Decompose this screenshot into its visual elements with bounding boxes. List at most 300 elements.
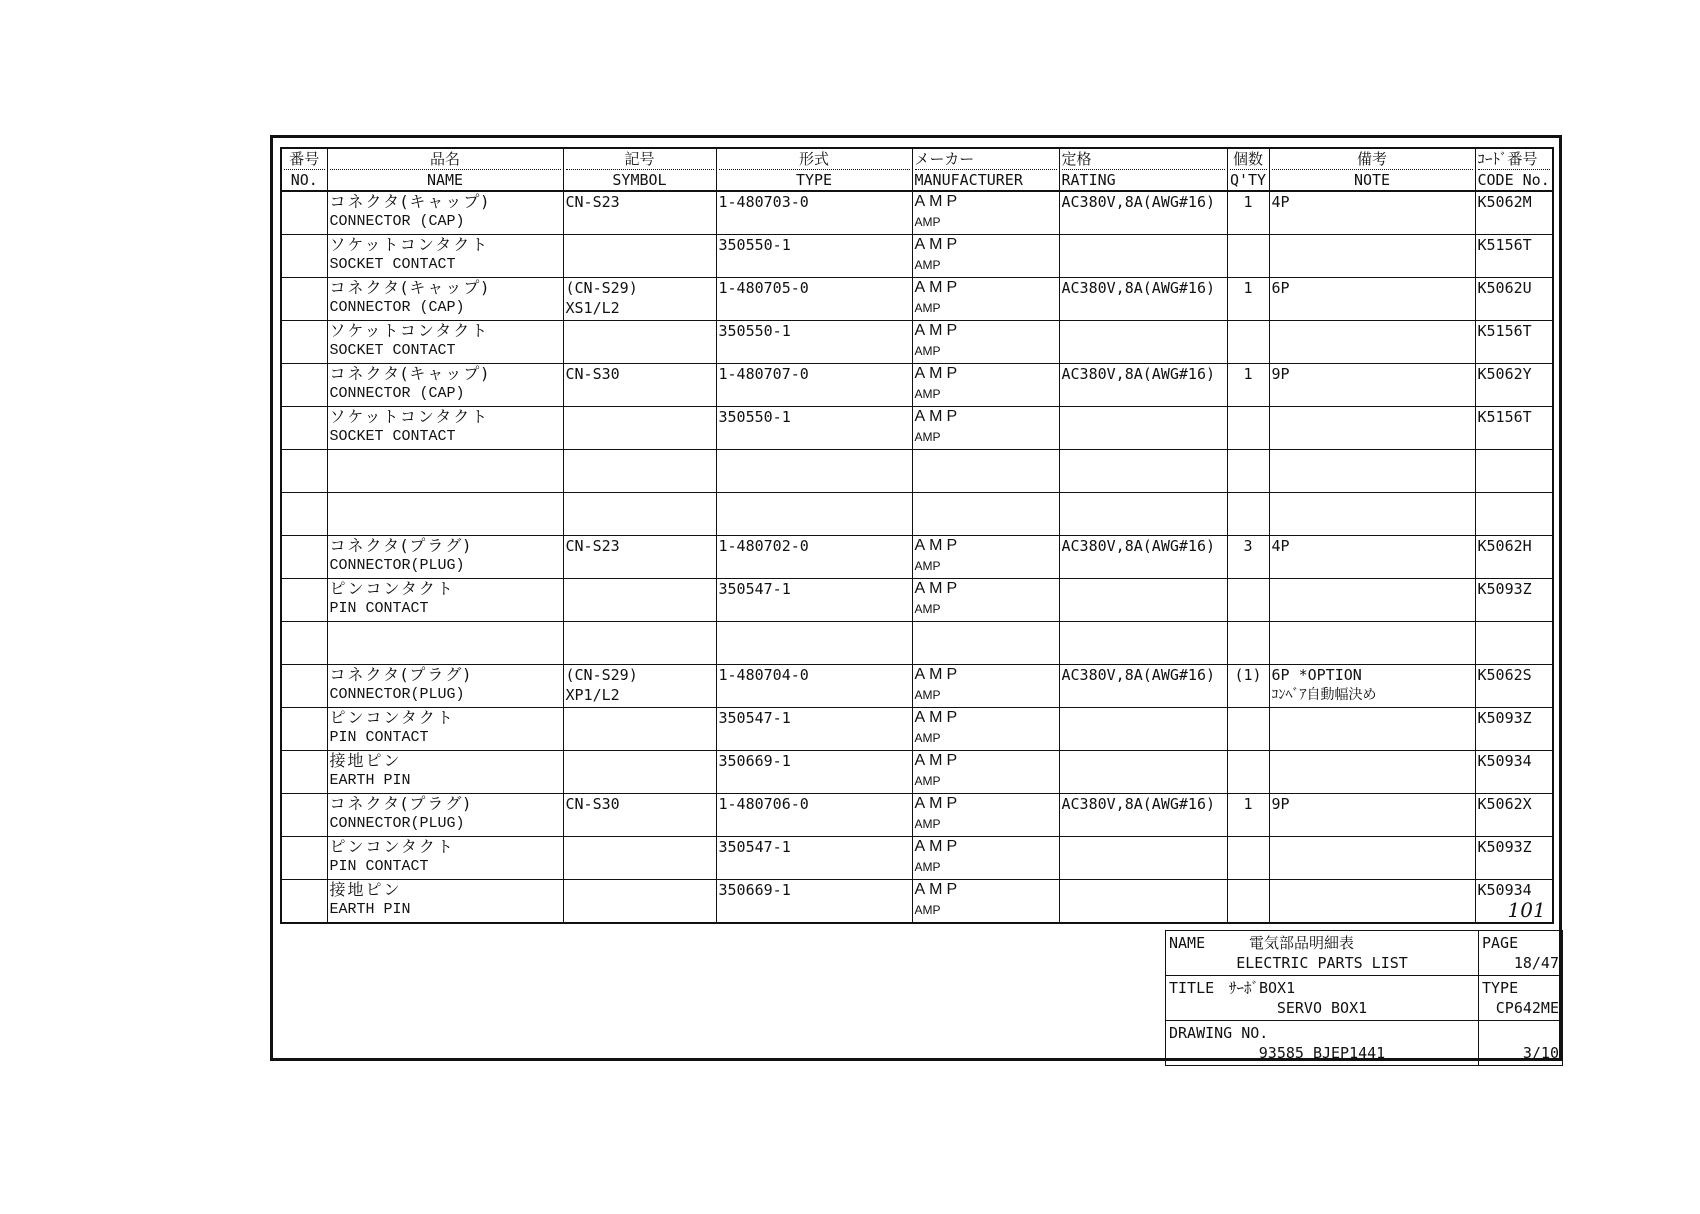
cell-note — [1269, 492, 1475, 535]
tb-page-cell — [1479, 931, 1563, 976]
cell-symbol — [563, 492, 716, 535]
part-type: 1-480705-0 — [718, 278, 809, 297]
cell-no — [281, 750, 327, 793]
symbol: CN-S30 — [565, 364, 620, 383]
symbol: CN-S23 — [565, 193, 620, 211]
cell-manufacturer — [912, 836, 1059, 879]
code-number: K5093Z — [1477, 579, 1532, 598]
part-type: 350669-1 — [718, 880, 791, 899]
part-name-en: EARTH PIN — [329, 900, 411, 918]
part-name-jp: コネクタ(キャップ) — [329, 192, 490, 211]
cell-type — [716, 449, 912, 492]
quantity: 1 — [1243, 278, 1253, 297]
table-row — [281, 363, 1553, 406]
symbol: (CN-S29) — [565, 665, 638, 684]
cell-note — [1269, 664, 1475, 707]
cell-qty — [1227, 234, 1269, 277]
cell-manufacturer — [912, 750, 1059, 793]
cell-type — [716, 578, 912, 621]
table-row — [281, 750, 1553, 793]
manufacturer-sub: AMP — [914, 558, 941, 573]
cell-rating — [1059, 750, 1227, 793]
cell-code — [1475, 664, 1553, 707]
part-name-en: CONNECTOR(PLUG) — [329, 814, 465, 832]
table-row — [281, 664, 1553, 707]
part-type: 1-480707-0 — [718, 364, 809, 383]
cell-rating — [1059, 277, 1227, 320]
tb-name-label: NAME — [1169, 934, 1206, 952]
cell-symbol — [563, 750, 716, 793]
tb-drawing-label: DRAWING NO. — [1169, 1024, 1269, 1042]
manufacturer: AMP — [914, 407, 962, 425]
part-type: 350547-1 — [718, 708, 791, 727]
cell-note — [1269, 191, 1475, 234]
code-number: K5156T — [1477, 235, 1532, 254]
cell-note — [1269, 449, 1475, 492]
cell-note — [1269, 879, 1475, 923]
cell-type — [716, 836, 912, 879]
table-row — [281, 535, 1553, 578]
manufacturer: AMP — [914, 665, 962, 683]
cell-qty — [1227, 664, 1269, 707]
table-row — [281, 277, 1553, 320]
cell-manufacturer — [912, 535, 1059, 578]
header-symbol: 記号 SYMBOL — [563, 148, 716, 191]
cell-qty — [1227, 492, 1269, 535]
cell-qty — [1227, 363, 1269, 406]
cell-name — [327, 277, 563, 320]
cell-qty — [1227, 578, 1269, 621]
manufacturer: AMP — [914, 235, 962, 253]
part-name-en: CONNECTOR (CAP) — [329, 384, 465, 402]
cell-symbol — [563, 191, 716, 234]
cell-no — [281, 578, 327, 621]
cell-no — [281, 621, 327, 664]
manufacturer-sub: AMP — [914, 343, 941, 358]
cell-note — [1269, 363, 1475, 406]
note: 6P *OPTION — [1271, 665, 1362, 684]
cell-symbol — [563, 449, 716, 492]
manufacturer: AMP — [914, 193, 962, 210]
part-name-en: CONNECTOR(PLUG) — [329, 685, 465, 703]
part-name-en: CONNECTOR (CAP) — [329, 298, 465, 316]
cell-code — [1475, 492, 1553, 535]
cell-type — [716, 320, 912, 363]
manufacturer: AMP — [914, 708, 962, 726]
cell-manufacturer — [912, 277, 1059, 320]
symbol: CN-S30 — [565, 794, 620, 813]
symbol: (CN-S29) — [565, 278, 638, 297]
part-type: 350547-1 — [718, 579, 791, 598]
cell-type — [716, 535, 912, 578]
cell-name — [327, 879, 563, 923]
cell-no — [281, 664, 327, 707]
rating: AC380V,8A(AWG#16) — [1061, 794, 1216, 813]
cell-qty — [1227, 879, 1269, 923]
cell-name — [327, 320, 563, 363]
cell-note — [1269, 578, 1475, 621]
cell-code — [1475, 320, 1553, 363]
cell-qty — [1227, 750, 1269, 793]
part-name-en: SOCKET CONTACT — [329, 427, 456, 445]
table-row — [281, 234, 1553, 277]
note: 4P — [1271, 536, 1290, 555]
part-name-jp: ソケットコンタクト — [329, 234, 490, 254]
cell-rating — [1059, 578, 1227, 621]
rating: AC380V,8A(AWG#16) — [1061, 364, 1216, 383]
table-row — [281, 578, 1553, 621]
tb-name-cell — [1166, 931, 1479, 976]
header-name: 品名 NAME — [327, 148, 563, 191]
part-name-jp: 接地ピン — [329, 879, 402, 899]
cell-note — [1269, 406, 1475, 449]
header-note: 備考 NOTE — [1269, 148, 1475, 191]
handwritten-mark: 101 — [1507, 897, 1546, 922]
manufacturer-sub: AMP — [914, 386, 941, 401]
cell-symbol — [563, 707, 716, 750]
cell-manufacturer — [912, 234, 1059, 277]
manufacturer: AMP — [914, 579, 962, 597]
quantity: 1 — [1243, 364, 1253, 383]
cell-no — [281, 449, 327, 492]
cell-code — [1475, 535, 1553, 578]
tb-type-cell — [1479, 976, 1563, 1021]
cell-qty — [1227, 191, 1269, 234]
manufacturer-sub: AMP — [914, 300, 941, 315]
cell-note — [1269, 836, 1475, 879]
cell-manufacturer — [912, 879, 1059, 923]
cell-manufacturer — [912, 621, 1059, 664]
cell-qty — [1227, 449, 1269, 492]
part-type: 350550-1 — [718, 321, 791, 340]
cell-name — [327, 750, 563, 793]
cell-code — [1475, 707, 1553, 750]
code-number: K5062X — [1477, 794, 1532, 813]
cell-code — [1475, 234, 1553, 277]
quantity: 3 — [1243, 536, 1253, 555]
cell-type — [716, 277, 912, 320]
cell-type — [716, 492, 912, 535]
tb-title-en: SERVO BOX1 — [1276, 999, 1368, 1017]
cell-type — [716, 406, 912, 449]
table-row — [281, 621, 1553, 664]
cell-rating — [1059, 191, 1227, 234]
cell-code — [1475, 621, 1553, 664]
tb-sheet-value: 3/10 — [1522, 1044, 1559, 1062]
cell-rating — [1059, 449, 1227, 492]
cell-symbol — [563, 879, 716, 923]
code-number: K5156T — [1477, 407, 1532, 426]
manufacturer: AMP — [914, 837, 962, 855]
manufacturer-sub: AMP — [914, 902, 941, 917]
cell-rating — [1059, 836, 1227, 879]
cell-no — [281, 492, 327, 535]
cell-manufacturer — [912, 406, 1059, 449]
cell-code — [1475, 578, 1553, 621]
tb-type-label: TYPE — [1482, 979, 1519, 997]
cell-no — [281, 879, 327, 923]
cell-symbol — [563, 363, 716, 406]
cell-type — [716, 707, 912, 750]
code-number: K50934 — [1477, 880, 1532, 899]
note-sub: ｺﾝﾍﾞｱ自動幅決め — [1271, 686, 1377, 703]
part-name-en: PIN CONTACT — [329, 857, 429, 875]
cell-no — [281, 707, 327, 750]
tb-title-jp: ｻｰﾎﾞBOX1 — [1229, 979, 1296, 997]
cell-manufacturer — [912, 449, 1059, 492]
cell-symbol — [563, 277, 716, 320]
part-type: 1-480703-0 — [718, 193, 809, 211]
manufacturer-sub: AMP — [914, 816, 941, 831]
note: 9P — [1271, 794, 1290, 813]
table-row — [281, 320, 1553, 363]
part-name-jp: コネクタ(キャップ) — [329, 277, 490, 297]
cell-rating — [1059, 707, 1227, 750]
cell-rating — [1059, 793, 1227, 836]
cell-no — [281, 277, 327, 320]
cell-name — [327, 363, 563, 406]
parts-table — [280, 147, 1554, 924]
cell-manufacturer — [912, 578, 1059, 621]
cell-no — [281, 191, 327, 234]
cell-name — [327, 535, 563, 578]
cell-note — [1269, 234, 1475, 277]
tb-name-en: ELECTRIC PARTS LIST — [1236, 954, 1408, 972]
cell-rating — [1059, 363, 1227, 406]
title-block — [1165, 930, 1563, 1066]
part-type: 350669-1 — [718, 751, 791, 770]
cell-manufacturer — [912, 191, 1059, 234]
rating: AC380V,8A(AWG#16) — [1061, 665, 1216, 684]
cell-symbol — [563, 535, 716, 578]
cell-qty — [1227, 793, 1269, 836]
manufacturer-sub: AMP — [914, 859, 941, 874]
cell-symbol — [563, 836, 716, 879]
part-type: 350550-1 — [718, 407, 791, 426]
cell-no — [281, 234, 327, 277]
cell-qty — [1227, 535, 1269, 578]
cell-rating — [1059, 664, 1227, 707]
part-type: 1-480702-0 — [718, 536, 809, 555]
cell-name — [327, 406, 563, 449]
cell-type — [716, 664, 912, 707]
cell-note — [1269, 621, 1475, 664]
cell-qty — [1227, 836, 1269, 879]
cell-manufacturer — [912, 664, 1059, 707]
part-type: 350550-1 — [718, 235, 791, 254]
table-row — [281, 879, 1553, 923]
code-number: K5062S — [1477, 665, 1532, 684]
manufacturer-sub: AMP — [914, 601, 941, 616]
part-name-jp: ソケットコンタクト — [329, 320, 490, 340]
table-row — [281, 492, 1553, 535]
cell-name — [327, 707, 563, 750]
cell-symbol — [563, 234, 716, 277]
part-name-jp: ピンコンタクト — [329, 707, 455, 727]
cell-symbol — [563, 320, 716, 363]
header-qty: 個数 Q'TY — [1227, 148, 1269, 191]
rating: AC380V,8A(AWG#16) — [1061, 278, 1216, 297]
cell-symbol — [563, 578, 716, 621]
part-name-en: EARTH PIN — [329, 771, 411, 789]
cell-no — [281, 836, 327, 879]
cell-name — [327, 191, 563, 234]
part-name-jp: コネクタ(プラグ) — [329, 535, 472, 555]
cell-rating — [1059, 535, 1227, 578]
quantity: 1 — [1243, 193, 1253, 211]
rating: AC380V,8A(AWG#16) — [1061, 193, 1216, 211]
manufacturer: AMP — [914, 880, 962, 898]
cell-type — [716, 191, 912, 234]
table-row — [281, 406, 1553, 449]
code-number: K5093Z — [1477, 837, 1532, 856]
cell-note — [1269, 320, 1475, 363]
code-number: K5062Y — [1477, 364, 1532, 383]
manufacturer-sub: AMP — [914, 687, 941, 702]
note: 4P — [1271, 193, 1290, 211]
cell-code — [1475, 363, 1553, 406]
cell-type — [716, 793, 912, 836]
cell-symbol — [563, 621, 716, 664]
manufacturer-sub: AMP — [914, 215, 941, 229]
code-number: K50934 — [1477, 751, 1532, 770]
cell-code — [1475, 449, 1553, 492]
cell-type — [716, 363, 912, 406]
part-type: 1-480704-0 — [718, 665, 809, 684]
tb-drawing-value: 93585 BJEP1441 — [1258, 1044, 1386, 1062]
symbol-sub: XS1/L2 — [565, 298, 620, 317]
cell-qty — [1227, 277, 1269, 320]
tb-page-label: PAGE — [1482, 934, 1519, 952]
cell-rating — [1059, 406, 1227, 449]
part-name-jp: コネクタ(キャップ) — [329, 363, 490, 383]
code-number: K5062U — [1477, 278, 1532, 297]
note: 9P — [1271, 364, 1290, 383]
cell-no — [281, 320, 327, 363]
cell-rating — [1059, 621, 1227, 664]
cell-symbol — [563, 793, 716, 836]
cell-manufacturer — [912, 363, 1059, 406]
part-type: 350547-1 — [718, 837, 791, 856]
part-name-jp: ピンコンタクト — [329, 836, 455, 856]
cell-rating — [1059, 879, 1227, 923]
part-name-en: SOCKET CONTACT — [329, 341, 456, 359]
table-row — [281, 793, 1553, 836]
table-body — [281, 191, 1553, 923]
quantity: (1) — [1234, 665, 1262, 684]
cell-rating — [1059, 320, 1227, 363]
cell-manufacturer — [912, 492, 1059, 535]
cell-name — [327, 664, 563, 707]
tb-type-value: CP642ME — [1495, 999, 1559, 1017]
cell-rating — [1059, 492, 1227, 535]
cell-name — [327, 793, 563, 836]
manufacturer-sub: AMP — [914, 730, 941, 745]
cell-name — [327, 621, 563, 664]
cell-type — [716, 234, 912, 277]
cell-manufacturer — [912, 707, 1059, 750]
cell-qty — [1227, 621, 1269, 664]
manufacturer: AMP — [914, 364, 962, 382]
header-manufacturer: メーカー MANUFACTURER — [912, 148, 1059, 191]
table-row — [281, 449, 1553, 492]
cell-code — [1475, 277, 1553, 320]
part-name-jp: ソケットコンタクト — [329, 406, 490, 426]
part-name-jp: コネクタ(プラグ) — [329, 793, 472, 813]
symbol: CN-S23 — [565, 536, 620, 555]
part-name-en: PIN CONTACT — [329, 728, 429, 746]
symbol-sub: XP1/L2 — [565, 685, 620, 704]
manufacturer: AMP — [914, 536, 962, 554]
part-type: 1-480706-0 — [718, 794, 809, 813]
table-row — [281, 836, 1553, 879]
cell-type — [716, 750, 912, 793]
table-row — [281, 707, 1553, 750]
cell-code — [1475, 750, 1553, 793]
cell-code — [1475, 793, 1553, 836]
manufacturer-sub: AMP — [914, 773, 941, 788]
part-name-en: CONNECTOR(PLUG) — [329, 556, 465, 574]
part-name-en: PIN CONTACT — [329, 599, 429, 617]
part-name-jp: コネクタ(プラグ) — [329, 664, 472, 684]
tb-drawing-cell — [1166, 1021, 1479, 1066]
cell-note — [1269, 707, 1475, 750]
cell-name — [327, 449, 563, 492]
cell-name — [327, 492, 563, 535]
manufacturer: AMP — [914, 751, 962, 769]
cell-no — [281, 406, 327, 449]
cell-rating — [1059, 234, 1227, 277]
manufacturer: AMP — [914, 321, 962, 339]
quantity: 1 — [1243, 794, 1253, 813]
cell-note — [1269, 535, 1475, 578]
cell-type — [716, 621, 912, 664]
part-name-jp: ピンコンタクト — [329, 578, 455, 598]
header-rating: 定格 RATING — [1059, 148, 1227, 191]
code-number: K5093Z — [1477, 708, 1532, 727]
part-name-jp: 接地ピン — [329, 750, 402, 770]
tb-title-cell — [1166, 976, 1479, 1021]
cell-note — [1269, 793, 1475, 836]
cell-note — [1269, 277, 1475, 320]
header-type: 形式 TYPE — [716, 148, 912, 191]
code-number: K5062M — [1477, 193, 1532, 211]
table-header — [281, 148, 1553, 191]
cell-code — [1475, 191, 1553, 234]
header-code: ｺｰﾄﾞ番号 CODE No. — [1475, 148, 1553, 191]
cell-code — [1475, 836, 1553, 879]
cell-manufacturer — [912, 320, 1059, 363]
tb-sheet-cell — [1479, 1021, 1563, 1066]
cell-symbol — [563, 406, 716, 449]
cell-no — [281, 535, 327, 578]
cell-qty — [1227, 406, 1269, 449]
tb-title-label: TITLE — [1169, 979, 1215, 997]
part-name-en: CONNECTOR (CAP) — [329, 213, 465, 230]
cell-qty — [1227, 320, 1269, 363]
cell-no — [281, 793, 327, 836]
cell-code — [1475, 879, 1553, 923]
code-number: K5062H — [1477, 536, 1532, 555]
cell-name — [327, 836, 563, 879]
note: 6P — [1271, 278, 1290, 297]
part-name-en: SOCKET CONTACT — [329, 255, 456, 273]
cell-name — [327, 578, 563, 621]
cell-type — [716, 879, 912, 923]
cell-symbol — [563, 664, 716, 707]
tb-page-value: 18/47 — [1513, 954, 1559, 972]
header-no: 番号 NO. — [281, 148, 327, 191]
